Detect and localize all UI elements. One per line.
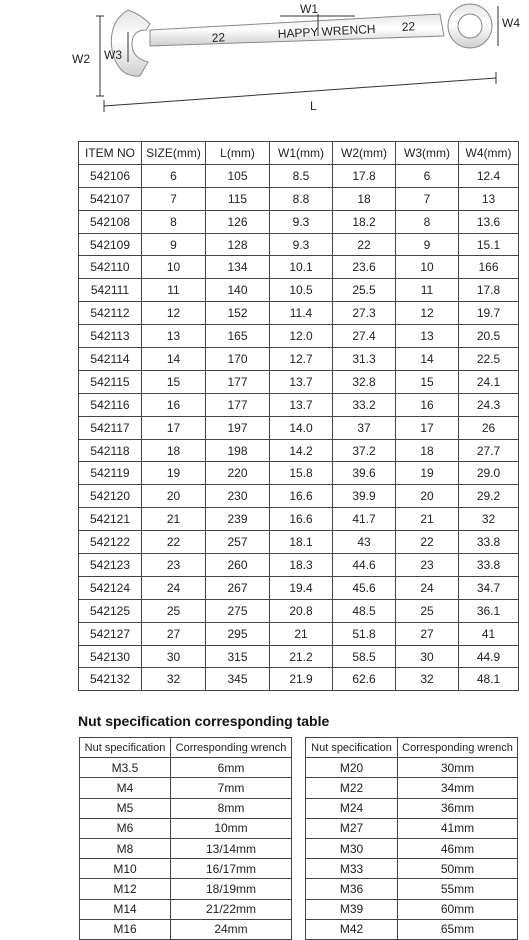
cell-w3: 16	[396, 393, 459, 416]
cell-w1: 9.3	[270, 233, 333, 256]
cell-w2: 58.5	[333, 645, 396, 668]
cell-nut-spec: M30	[306, 838, 398, 858]
cell-w3: 32	[396, 668, 459, 691]
label-w3: W3	[104, 48, 122, 62]
table-row	[306, 778, 518, 798]
cell-w3: 15	[396, 370, 459, 393]
table-row	[79, 210, 519, 233]
table-row	[79, 164, 519, 187]
cell-w2: 33.2	[333, 393, 396, 416]
cell-w3: 24	[396, 576, 459, 599]
cell-nut-spec: M10	[80, 859, 171, 879]
cell-w4: 33.8	[459, 554, 519, 577]
cell-item-no: 542132	[79, 668, 142, 691]
table-row	[80, 758, 292, 778]
cell-w3: 22	[396, 531, 459, 554]
cell-w1: 18.1	[270, 531, 333, 554]
cell-w1: 14.0	[270, 416, 333, 439]
cell-size: 22	[142, 531, 206, 554]
table-row	[306, 879, 518, 899]
cell-length: 152	[206, 302, 270, 325]
cell-w4: 20.5	[459, 325, 519, 348]
cell-length: 239	[206, 508, 270, 531]
cell-w1: 16.6	[270, 485, 333, 508]
cell-w1: 12.7	[270, 348, 333, 371]
cell-w2: 41.7	[333, 508, 396, 531]
cell-size: 13	[142, 325, 206, 348]
cell-w1: 20.8	[270, 599, 333, 622]
cell-w1: 19.4	[270, 576, 333, 599]
cell-w2: 45.6	[333, 576, 396, 599]
cell-nut-spec: M42	[306, 919, 398, 939]
cell-wrench-size: 6mm	[171, 758, 292, 778]
cell-nut-spec: M16	[80, 919, 171, 939]
cell-w1: 12.0	[270, 325, 333, 348]
table-row	[80, 919, 292, 939]
cell-w4: 27.7	[459, 439, 519, 462]
table-row	[79, 348, 519, 371]
header-nut-spec: Nut specification	[306, 738, 398, 758]
cell-item-no: 542123	[79, 554, 142, 577]
cell-nut-spec: M24	[306, 798, 398, 818]
cell-item-no: 542124	[79, 576, 142, 599]
table-row	[79, 599, 519, 622]
cell-w2: 18	[333, 187, 396, 210]
cell-w2: 31.3	[333, 348, 396, 371]
cell-w4: 166	[459, 256, 519, 279]
cell-w4: 19.7	[459, 302, 519, 325]
cell-item-no: 542122	[79, 531, 142, 554]
cell-w2: 27.3	[333, 302, 396, 325]
cell-w2: 37.2	[333, 439, 396, 462]
cell-item-no: 542112	[79, 302, 142, 325]
cell-size: 8	[142, 210, 206, 233]
cell-w4: 13.6	[459, 210, 519, 233]
header-w1: W1(mm)	[270, 142, 333, 165]
table-row	[79, 187, 519, 210]
table-row	[79, 668, 519, 691]
cell-item-no: 542107	[79, 187, 142, 210]
cell-w1: 9.3	[270, 210, 333, 233]
cell-size: 7	[142, 187, 206, 210]
cell-item-no: 542119	[79, 462, 142, 485]
table-row	[306, 818, 518, 838]
cell-size: 25	[142, 599, 206, 622]
wrench-dimension-diagram	[0, 0, 529, 120]
cell-nut-spec: M39	[306, 899, 398, 919]
cell-item-no: 542108	[79, 210, 142, 233]
cell-item-no: 542111	[79, 279, 142, 302]
cell-wrench-size: 50mm	[398, 859, 518, 879]
engraving-brand: HAPPY WRENCH	[277, 21, 376, 41]
cell-w4: 26	[459, 416, 519, 439]
cell-wrench-size: 60mm	[398, 899, 518, 919]
header-length: L(mm)	[206, 142, 270, 165]
cell-w4: 48.1	[459, 668, 519, 691]
cell-w3: 10	[396, 256, 459, 279]
cell-length: 230	[206, 485, 270, 508]
cell-size: 23	[142, 554, 206, 577]
cell-w3: 25	[396, 599, 459, 622]
cell-item-no: 542117	[79, 416, 142, 439]
cell-nut-spec: M3.5	[80, 758, 171, 778]
cell-w4: 33.8	[459, 531, 519, 554]
table-row	[79, 439, 519, 462]
cell-w4: 24.3	[459, 393, 519, 416]
header-item-no: ITEM NO	[79, 142, 142, 165]
cell-w3: 11	[396, 279, 459, 302]
cell-w2: 51.8	[333, 622, 396, 645]
cell-item-no: 542106	[79, 164, 142, 187]
cell-length: 170	[206, 348, 270, 371]
cell-w2: 62.6	[333, 668, 396, 691]
cell-length: 257	[206, 531, 270, 554]
cell-w3: 21	[396, 508, 459, 531]
nut-table-right	[305, 737, 518, 940]
cell-length: 128	[206, 233, 270, 256]
cell-nut-spec: M5	[80, 798, 171, 818]
cell-item-no: 542118	[79, 439, 142, 462]
cell-w1: 13.7	[270, 370, 333, 393]
cell-size: 6	[142, 164, 206, 187]
table-row	[80, 879, 292, 899]
cell-w2: 25.5	[333, 279, 396, 302]
table-row	[306, 758, 518, 778]
table-row	[79, 485, 519, 508]
label-l: L	[310, 99, 317, 113]
cell-size: 24	[142, 576, 206, 599]
table-row	[79, 508, 519, 531]
cell-item-no: 542120	[79, 485, 142, 508]
cell-w2: 17.8	[333, 164, 396, 187]
cell-length: 115	[206, 187, 270, 210]
cell-length: 165	[206, 325, 270, 348]
cell-size: 14	[142, 348, 206, 371]
cell-size: 19	[142, 462, 206, 485]
cell-w3: 30	[396, 645, 459, 668]
nut-table-header-row	[80, 738, 292, 758]
cell-wrench-size: 7mm	[171, 778, 292, 798]
cell-nut-spec: M36	[306, 879, 398, 899]
cell-size: 32	[142, 668, 206, 691]
cell-length: 198	[206, 439, 270, 462]
cell-size: 10	[142, 256, 206, 279]
cell-w1: 10.1	[270, 256, 333, 279]
table-row	[80, 798, 292, 818]
cell-w3: 6	[396, 164, 459, 187]
cell-length: 220	[206, 462, 270, 485]
cell-nut-spec: M22	[306, 778, 398, 798]
table-row	[80, 778, 292, 798]
cell-w2: 48.5	[333, 599, 396, 622]
cell-wrench-size: 36mm	[398, 798, 518, 818]
table-row	[306, 838, 518, 858]
cell-item-no: 542130	[79, 645, 142, 668]
cell-nut-spec: M8	[80, 838, 171, 858]
wrench-spec-table	[78, 141, 519, 691]
cell-length: 345	[206, 668, 270, 691]
table-row	[79, 233, 519, 256]
table-row	[79, 622, 519, 645]
cell-length: 177	[206, 370, 270, 393]
table-row	[79, 302, 519, 325]
cell-size: 18	[142, 439, 206, 462]
cell-w2: 32.8	[333, 370, 396, 393]
table-row	[79, 325, 519, 348]
label-w1: W1	[300, 2, 318, 16]
cell-w2: 37	[333, 416, 396, 439]
table-row	[79, 370, 519, 393]
cell-length: 177	[206, 393, 270, 416]
cell-wrench-size: 8mm	[171, 798, 292, 818]
header-wrench: Corresponding wrench	[398, 738, 518, 758]
cell-wrench-size: 13/14mm	[171, 838, 292, 858]
cell-w2: 27.4	[333, 325, 396, 348]
header-w2: W2(mm)	[333, 142, 396, 165]
cell-w2: 22	[333, 233, 396, 256]
table-row	[80, 838, 292, 858]
table-row	[80, 859, 292, 879]
cell-length: 267	[206, 576, 270, 599]
cell-wrench-size: 16/17mm	[171, 859, 292, 879]
cell-item-no: 542110	[79, 256, 142, 279]
table-row	[79, 256, 519, 279]
table-row	[79, 279, 519, 302]
cell-size: 30	[142, 645, 206, 668]
cell-wrench-size: 46mm	[398, 838, 518, 858]
cell-nut-spec: M27	[306, 818, 398, 838]
table-row	[306, 899, 518, 919]
cell-w4: 36.1	[459, 599, 519, 622]
cell-w4: 22.5	[459, 348, 519, 371]
cell-w2: 18.2	[333, 210, 396, 233]
table-row	[80, 899, 292, 919]
header-w4: W4(mm)	[459, 142, 519, 165]
cell-w3: 27	[396, 622, 459, 645]
cell-length: 315	[206, 645, 270, 668]
cell-nut-spec: M20	[306, 758, 398, 778]
cell-w1: 15.8	[270, 462, 333, 485]
cell-w2: 23.6	[333, 256, 396, 279]
cell-size: 20	[142, 485, 206, 508]
cell-w1: 10.5	[270, 279, 333, 302]
cell-item-no: 542125	[79, 599, 142, 622]
cell-w1: 18.3	[270, 554, 333, 577]
cell-nut-spec: M6	[80, 818, 171, 838]
cell-item-no: 542114	[79, 348, 142, 371]
cell-item-no: 542116	[79, 393, 142, 416]
table-row	[80, 818, 292, 838]
cell-item-no: 542109	[79, 233, 142, 256]
cell-wrench-size: 24mm	[171, 919, 292, 939]
cell-wrench-size: 21/22mm	[171, 899, 292, 919]
cell-w2: 39.9	[333, 485, 396, 508]
table-row	[79, 462, 519, 485]
cell-length: 275	[206, 599, 270, 622]
cell-w3: 13	[396, 325, 459, 348]
cell-size: 9	[142, 233, 206, 256]
cell-w4: 12.4	[459, 164, 519, 187]
header-size: SIZE(mm)	[142, 142, 206, 165]
cell-w4: 24.1	[459, 370, 519, 393]
cell-w4: 44.9	[459, 645, 519, 668]
cell-w4: 29.0	[459, 462, 519, 485]
cell-wrench-size: 10mm	[171, 818, 292, 838]
cell-size: 27	[142, 622, 206, 645]
cell-w1: 8.5	[270, 164, 333, 187]
cell-w3: 19	[396, 462, 459, 485]
cell-size: 21	[142, 508, 206, 531]
cell-w4: 41	[459, 622, 519, 645]
cell-nut-spec: M33	[306, 859, 398, 879]
table-row	[79, 554, 519, 577]
cell-wrench-size: 18/19mm	[171, 879, 292, 899]
cell-length: 197	[206, 416, 270, 439]
cell-w1: 13.7	[270, 393, 333, 416]
cell-w2: 43	[333, 531, 396, 554]
header-wrench: Corresponding wrench	[171, 738, 292, 758]
engraving-right: 22	[401, 19, 416, 34]
table-row	[79, 416, 519, 439]
table-row	[306, 919, 518, 939]
table-row	[306, 859, 518, 879]
cell-w4: 29.2	[459, 485, 519, 508]
header-nut-spec: Nut specification	[80, 738, 171, 758]
engraving-left: 22	[211, 30, 226, 45]
label-w2: W2	[72, 52, 90, 66]
cell-w3: 14	[396, 348, 459, 371]
cell-item-no: 542113	[79, 325, 142, 348]
cell-w1: 14.2	[270, 439, 333, 462]
nut-table-left	[79, 737, 292, 940]
cell-w3: 8	[396, 210, 459, 233]
cell-length: 126	[206, 210, 270, 233]
table-row	[79, 393, 519, 416]
cell-size: 16	[142, 393, 206, 416]
spec-table-header-row	[79, 142, 519, 165]
cell-w3: 7	[396, 187, 459, 210]
cell-wrench-size: 65mm	[398, 919, 518, 939]
nut-table-title: Nut specification corresponding table	[78, 713, 330, 729]
table-row	[306, 798, 518, 818]
cell-wrench-size: 55mm	[398, 879, 518, 899]
cell-w4: 17.8	[459, 279, 519, 302]
cell-w3: 12	[396, 302, 459, 325]
table-row	[79, 576, 519, 599]
cell-w3: 17	[396, 416, 459, 439]
cell-w2: 39.6	[333, 462, 396, 485]
cell-w3: 9	[396, 233, 459, 256]
cell-w3: 23	[396, 554, 459, 577]
table-row	[79, 531, 519, 554]
cell-item-no: 542115	[79, 370, 142, 393]
cell-size: 17	[142, 416, 206, 439]
cell-size: 12	[142, 302, 206, 325]
cell-w1: 8.8	[270, 187, 333, 210]
cell-length: 140	[206, 279, 270, 302]
cell-w1: 21.2	[270, 645, 333, 668]
cell-w1: 21.9	[270, 668, 333, 691]
label-w4: W4	[502, 16, 520, 30]
cell-w4: 15.1	[459, 233, 519, 256]
cell-length: 134	[206, 256, 270, 279]
cell-length: 260	[206, 554, 270, 577]
cell-item-no: 542127	[79, 622, 142, 645]
cell-length: 105	[206, 164, 270, 187]
cell-w1: 21	[270, 622, 333, 645]
cell-w4: 34.7	[459, 576, 519, 599]
cell-w3: 20	[396, 485, 459, 508]
cell-w4: 13	[459, 187, 519, 210]
cell-length: 295	[206, 622, 270, 645]
cell-size: 11	[142, 279, 206, 302]
cell-wrench-size: 30mm	[398, 758, 518, 778]
cell-nut-spec: M4	[80, 778, 171, 798]
cell-w2: 44.6	[333, 554, 396, 577]
table-row	[79, 645, 519, 668]
cell-size: 15	[142, 370, 206, 393]
cell-wrench-size: 34mm	[398, 778, 518, 798]
header-w3: W3(mm)	[396, 142, 459, 165]
cell-wrench-size: 41mm	[398, 818, 518, 838]
cell-w1: 11.4	[270, 302, 333, 325]
nut-table-header-row	[306, 738, 518, 758]
cell-w1: 16.6	[270, 508, 333, 531]
cell-item-no: 542121	[79, 508, 142, 531]
cell-w3: 18	[396, 439, 459, 462]
cell-w4: 32	[459, 508, 519, 531]
cell-nut-spec: M14	[80, 899, 171, 919]
cell-nut-spec: M12	[80, 879, 171, 899]
